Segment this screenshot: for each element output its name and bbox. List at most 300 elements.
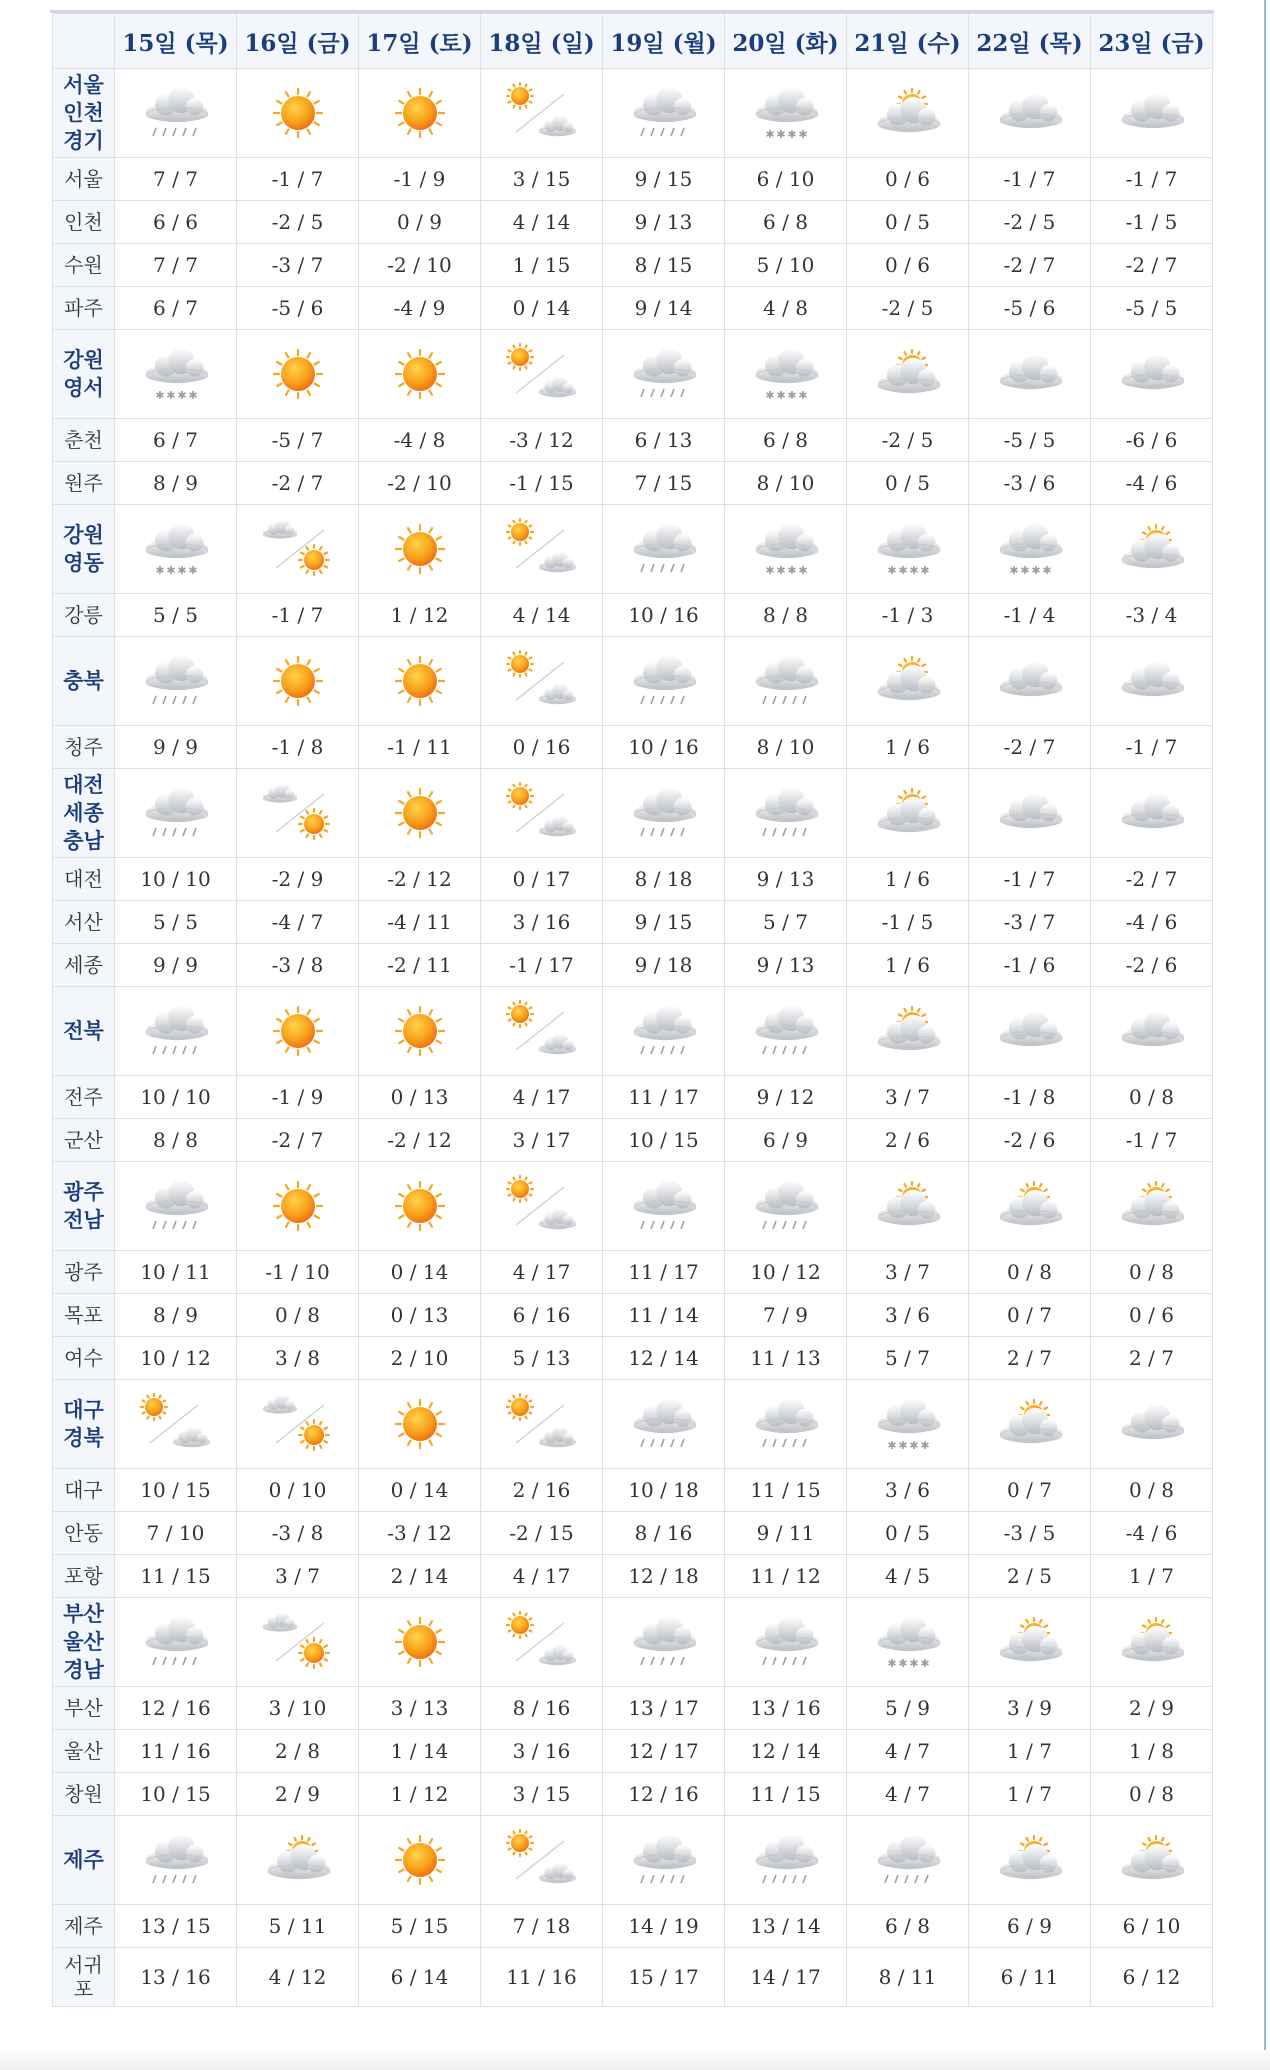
temperature-cell: 0 / 10 [237,1469,359,1512]
sun-to-clouds-icon [115,1391,236,1457]
svg-text:✱: ✱ [897,1657,908,1670]
temperature-cell: -2 / 10 [359,244,481,287]
clouds-to-sun-icon [237,516,358,582]
temperature-cell: -2 / 12 [359,1119,481,1162]
temperature-cell: 5 / 15 [359,1905,481,1948]
sunny-icon [359,80,480,146]
temperature-cell: 5 / 5 [115,594,237,637]
svg-text:✱: ✱ [786,128,797,141]
temperature-cell: -1 / 6 [969,944,1091,987]
temperature-cell: 0 / 8 [969,1251,1091,1294]
sunny-icon [237,648,358,714]
city-name: 원주 [53,462,115,505]
forecast-body [53,69,1213,2007]
temperature-cell: 10 / 10 [115,1076,237,1119]
temperature-cell: 12 / 16 [603,1773,725,1816]
temperature-cell: 9 / 14 [603,287,725,330]
temperature-cell: 7 / 7 [115,244,237,287]
temperature-cell: -4 / 8 [359,419,481,462]
temperature-cell: 3 / 6 [847,1294,969,1337]
temperature-cell: 2 / 16 [481,1469,603,1512]
temperature-cell: 11 / 17 [603,1076,725,1119]
temperature-cell: -3 / 6 [969,462,1091,505]
svg-text:✱: ✱ [786,564,797,577]
weather-icon-cell [1091,505,1213,594]
temperature-cell: 12 / 16 [115,1687,237,1730]
temperature-cell: -4 / 6 [1091,1512,1213,1555]
sun-to-clouds-icon [481,80,602,146]
temperature-cell: 9 / 15 [603,158,725,201]
weather-icon-cell [481,69,603,158]
temperature-cell: 1 / 12 [359,1773,481,1816]
svg-text:✱: ✱ [154,564,165,577]
region-icon-row [53,1162,1213,1251]
cloudy-icon [1091,998,1212,1064]
city-row [53,726,1213,769]
weather-icon-cell [847,1380,969,1469]
temperature-cell: 0 / 13 [359,1294,481,1337]
city-row [53,594,1213,637]
svg-text:✱: ✱ [165,564,176,577]
weather-icon-cell [359,69,481,158]
weather-icon-cell [603,1380,725,1469]
weather-icon-cell [1091,637,1213,726]
region-icon-row [53,769,1213,858]
weather-icon-cell [847,1598,969,1687]
weather-icon-cell [481,1380,603,1469]
rain-cloud-icon [603,341,724,407]
temperature-cell: -1 / 3 [847,594,969,637]
sunny-icon [359,648,480,714]
rain-cloud-icon [115,1609,236,1675]
temperature-cell: -2 / 7 [1091,244,1213,287]
rain-cloud-icon [603,1391,724,1457]
temperature-cell: 2 / 7 [969,1337,1091,1380]
snow-cloud-icon [969,516,1090,582]
temperature-cell: 10 / 15 [115,1469,237,1512]
temperature-cell: -1 / 7 [237,594,359,637]
temperature-cell: 12 / 17 [603,1730,725,1773]
temperature-cell: 5 / 9 [847,1687,969,1730]
temperature-cell: 5 / 11 [237,1905,359,1948]
region-icon-row [53,1598,1213,1687]
temperature-cell: 11 / 15 [725,1469,847,1512]
temperature-cell: 0 / 14 [359,1251,481,1294]
temperature-cell: 13 / 14 [725,1905,847,1948]
temperature-cell: 4 / 17 [481,1251,603,1294]
temperature-cell: 8 / 10 [725,462,847,505]
temperature-cell: 2 / 9 [237,1773,359,1816]
sunny-icon [359,1391,480,1457]
temperature-cell: 0 / 7 [969,1294,1091,1337]
partly-cloudy-icon [1091,1827,1212,1893]
rain-cloud-icon [603,1827,724,1893]
temperature-cell: -2 / 5 [847,419,969,462]
city-name: 서산 [53,901,115,944]
partly-cloudy-icon [847,998,968,1064]
svg-text:✱: ✱ [775,564,786,577]
city-row [53,1687,1213,1730]
temperature-cell: 10 / 16 [603,726,725,769]
temperature-cell: 7 / 18 [481,1905,603,1948]
weather-icon-cell [115,505,237,594]
day-header: 20일 (화) [725,14,847,69]
city-row [53,1251,1213,1294]
svg-text:✱: ✱ [886,1657,897,1670]
temperature-cell: 3 / 10 [237,1687,359,1730]
city-row [53,201,1213,244]
temperature-cell: 8 / 18 [603,858,725,901]
weather-icon-cell [237,987,359,1076]
temperature-cell: 11 / 15 [115,1555,237,1598]
temperature-cell: -3 / 5 [969,1512,1091,1555]
city-name: 부산 [53,1687,115,1730]
weather-icon-cell [969,1816,1091,1905]
svg-text:✱: ✱ [908,564,919,577]
temperature-cell: 3 / 8 [237,1337,359,1380]
temperature-cell: 8 / 16 [603,1512,725,1555]
weather-icon-cell [481,1162,603,1251]
partly-cloudy-icon [847,80,968,146]
temperature-cell: 13 / 16 [725,1687,847,1730]
temperature-cell: 0 / 9 [359,201,481,244]
weather-icon-cell [969,330,1091,419]
temperature-cell: 1 / 14 [359,1730,481,1773]
city-name: 포항 [53,1555,115,1598]
rain-cloud-icon [115,1827,236,1893]
svg-text:✱: ✱ [154,389,165,402]
weather-icon-cell [481,1598,603,1687]
weather-icon-cell [359,987,481,1076]
temperature-cell: 3 / 6 [847,1469,969,1512]
sunny-icon [359,998,480,1064]
temperature-cell: -3 / 8 [237,1512,359,1555]
day-header: 18일 (일) [481,14,603,69]
region-icon-row [53,1380,1213,1469]
temperature-cell: 6 / 7 [115,419,237,462]
temperature-cell: 13 / 15 [115,1905,237,1948]
cloudy-icon [969,780,1090,846]
temperature-cell: 3 / 16 [481,1730,603,1773]
weather-icon-cell [1091,769,1213,858]
region-name: 강원 영서 [53,330,115,419]
city-row [53,944,1213,987]
temperature-cell: 10 / 11 [115,1251,237,1294]
weather-icon-cell [725,1380,847,1469]
partly-cloudy-icon [237,1827,358,1893]
weather-icon-cell [481,769,603,858]
temperature-cell: 3 / 13 [359,1687,481,1730]
temperature-cell: -2 / 12 [359,858,481,901]
city-name: 수원 [53,244,115,287]
weather-icon-cell [1091,1598,1213,1687]
weather-icon-cell [237,1816,359,1905]
city-row [53,1294,1213,1337]
temperature-cell: 0 / 6 [847,158,969,201]
weather-icon-cell [969,769,1091,858]
temperature-cell: -2 / 6 [969,1119,1091,1162]
temperature-cell: 9 / 15 [603,901,725,944]
weather-icon-cell [847,1162,969,1251]
sunny-icon [237,341,358,407]
svg-text:✱: ✱ [897,564,908,577]
temperature-cell: 11 / 17 [603,1251,725,1294]
city-row [53,1948,1213,2007]
temperature-cell: 5 / 13 [481,1337,603,1380]
temperature-cell: -3 / 12 [481,419,603,462]
temperature-cell: 0 / 6 [1091,1294,1213,1337]
temperature-cell: 14 / 19 [603,1905,725,1948]
temperature-cell: 3 / 7 [237,1555,359,1598]
sunny-icon [359,516,480,582]
region-name: 전북 [53,987,115,1076]
region-icon-row [53,987,1213,1076]
rain-cloud-icon [603,80,724,146]
day-header: 16일 (금) [237,14,359,69]
svg-text:✱: ✱ [1019,564,1030,577]
temperature-cell: 5 / 7 [847,1337,969,1380]
temperature-cell: 0 / 13 [359,1076,481,1119]
region-icon-row [53,505,1213,594]
temperature-cell: -4 / 7 [237,901,359,944]
weather-icon-cell [481,505,603,594]
city-row [53,1730,1213,1773]
sun-to-clouds-icon [481,648,602,714]
region-icon-row [53,69,1213,158]
region-name: 서울 인천 경기 [53,69,115,158]
temperature-cell: 10 / 12 [725,1251,847,1294]
day-header: 23일 (금) [1091,14,1213,69]
weather-icon-cell [481,330,603,419]
weather-icon-cell [725,69,847,158]
temperature-cell: 4 / 7 [847,1773,969,1816]
temperature-cell: 0 / 14 [481,287,603,330]
temperature-cell: 1 / 7 [969,1730,1091,1773]
city-row [53,419,1213,462]
clouds-to-sun-icon [237,1391,358,1457]
svg-text:✱: ✱ [919,564,930,577]
weather-icon-cell [237,330,359,419]
temperature-cell: -3 / 7 [969,901,1091,944]
weather-icon-cell [603,69,725,158]
temperature-cell: 6 / 11 [969,1948,1091,2007]
temperature-cell: -2 / 7 [969,244,1091,287]
temperature-cell: 10 / 15 [115,1773,237,1816]
weather-icon-cell [847,69,969,158]
temperature-cell: 2 / 6 [847,1119,969,1162]
temperature-cell: 7 / 9 [725,1294,847,1337]
temperature-cell: -5 / 6 [237,287,359,330]
temperature-cell: 0 / 8 [1091,1469,1213,1512]
rain-cloud-icon [603,1609,724,1675]
temperature-cell: 12 / 14 [603,1337,725,1380]
temperature-cell: 2 / 5 [969,1555,1091,1598]
temperature-cell: 4 / 8 [725,287,847,330]
date-header-row [53,14,1213,69]
temperature-cell: 5 / 5 [115,901,237,944]
weather-icon-cell [359,505,481,594]
rain-cloud-icon [847,1827,968,1893]
temperature-cell: 0 / 7 [969,1469,1091,1512]
temperature-cell: -1 / 11 [359,726,481,769]
temperature-cell: 9 / 13 [725,858,847,901]
temperature-cell: 6 / 6 [115,201,237,244]
temperature-cell: 6 / 8 [847,1905,969,1948]
weather-icon-cell [359,769,481,858]
svg-text:✱: ✱ [919,1657,930,1670]
weather-icon-cell [481,1816,603,1905]
rain-cloud-icon [115,1173,236,1239]
snow-cloud-icon [115,341,236,407]
sun-to-clouds-icon [481,1827,602,1893]
weather-icon-cell [969,1380,1091,1469]
weather-icon-cell [603,1598,725,1687]
temperature-cell: 3 / 7 [847,1076,969,1119]
day-header: 15일 (목) [115,14,237,69]
temperature-cell: 9 / 13 [603,201,725,244]
rain-cloud-icon [725,1827,846,1893]
temperature-cell: -1 / 7 [1091,726,1213,769]
svg-text:✱: ✱ [908,1657,919,1670]
weather-icon-cell [603,987,725,1076]
temperature-cell: 6 / 8 [725,201,847,244]
temperature-cell: 1 / 7 [969,1773,1091,1816]
partly-cloudy-icon [847,780,968,846]
city-row [53,1337,1213,1380]
city-row [53,901,1213,944]
cloudy-icon [1091,780,1212,846]
weather-icon-cell [603,1162,725,1251]
svg-text:✱: ✱ [886,1439,897,1452]
temperature-cell: 8 / 9 [115,462,237,505]
cloudy-icon [969,341,1090,407]
temperature-cell: -4 / 11 [359,901,481,944]
temperature-cell: -1 / 5 [1091,201,1213,244]
temperature-cell: 0 / 8 [1091,1773,1213,1816]
temperature-cell: -5 / 7 [237,419,359,462]
temperature-cell: -1 / 4 [969,594,1091,637]
temperature-cell: 1 / 6 [847,726,969,769]
partly-cloudy-icon [1091,1609,1212,1675]
weather-icon-cell [969,987,1091,1076]
temperature-cell: -3 / 12 [359,1512,481,1555]
weather-icon-cell [725,769,847,858]
temperature-cell: 9 / 11 [725,1512,847,1555]
temperature-cell: 15 / 17 [603,1948,725,2007]
partly-cloudy-icon [1091,516,1212,582]
temperature-cell: 6 / 14 [359,1948,481,2007]
weather-icon-cell [847,637,969,726]
city-name: 창원 [53,1773,115,1816]
temperature-cell: 4 / 14 [481,201,603,244]
weather-icon-cell [481,637,603,726]
temperature-cell: 9 / 13 [725,944,847,987]
region-name: 대전 세종 충남 [53,769,115,858]
cloudy-icon [1091,341,1212,407]
region-name: 부산 울산 경남 [53,1598,115,1687]
weather-icon-cell [603,1816,725,1905]
rain-cloud-icon [603,516,724,582]
city-row [53,1119,1213,1162]
svg-text:✱: ✱ [1008,564,1019,577]
weather-icon-cell [115,1598,237,1687]
temperature-cell: 13 / 16 [115,1948,237,2007]
weather-icon-cell [725,330,847,419]
sun-to-clouds-icon [481,1391,602,1457]
temperature-cell: 12 / 14 [725,1730,847,1773]
temperature-cell: 11 / 16 [115,1730,237,1773]
sun-to-clouds-icon [481,780,602,846]
temperature-cell: -1 / 7 [1091,158,1213,201]
city-row [53,1773,1213,1816]
weather-icon-cell [603,637,725,726]
rain-cloud-icon [603,1173,724,1239]
temperature-cell: 9 / 9 [115,726,237,769]
weather-icon-cell [1091,987,1213,1076]
snow-cloud-icon [115,516,236,582]
sunny-icon [359,1609,480,1675]
snow-cloud-icon [725,341,846,407]
temperature-cell: 6 / 10 [725,158,847,201]
temperature-cell: 2 / 8 [237,1730,359,1773]
weather-icon-cell [969,69,1091,158]
temperature-cell: 8 / 8 [115,1119,237,1162]
temperature-cell: -1 / 17 [481,944,603,987]
city-name: 대전 [53,858,115,901]
temperature-cell: 2 / 9 [1091,1687,1213,1730]
cloudy-icon [1091,648,1212,714]
city-row [53,244,1213,287]
weather-icon-cell [237,1162,359,1251]
temperature-cell: 3 / 17 [481,1119,603,1162]
region-name: 광주 전남 [53,1162,115,1251]
weather-icon-cell [115,1380,237,1469]
snow-cloud-icon [725,516,846,582]
svg-text:✱: ✱ [908,1439,919,1452]
svg-text:✱: ✱ [1041,564,1052,577]
city-name: 목포 [53,1294,115,1337]
svg-text:✱: ✱ [187,564,198,577]
rain-cloud-icon [115,648,236,714]
city-name: 울산 [53,1730,115,1773]
rain-cloud-icon [725,1173,846,1239]
city-row [53,1469,1213,1512]
temperature-cell: 0 / 17 [481,858,603,901]
svg-text:✱: ✱ [187,389,198,402]
temperature-cell: 4 / 5 [847,1555,969,1598]
temperature-cell: -2 / 10 [359,462,481,505]
cloudy-icon [1091,1391,1212,1457]
day-header: 19일 (월) [603,14,725,69]
clouds-to-sun-icon [237,780,358,846]
temperature-cell: 7 / 10 [115,1512,237,1555]
svg-text:✱: ✱ [919,1439,930,1452]
weather-icon-cell [359,1598,481,1687]
weather-icon-cell [725,505,847,594]
city-row [53,1512,1213,1555]
city-name: 전주 [53,1076,115,1119]
weather-icon-cell [603,330,725,419]
temperature-cell: 2 / 7 [1091,1337,1213,1380]
temperature-cell: 3 / 15 [481,1773,603,1816]
city-name: 파주 [53,287,115,330]
temperature-cell: 0 / 5 [847,1512,969,1555]
city-name: 청주 [53,726,115,769]
temperature-cell: 0 / 16 [481,726,603,769]
temperature-cell: -4 / 9 [359,287,481,330]
temperature-cell: -1 / 5 [847,901,969,944]
temperature-cell: 14 / 17 [725,1948,847,2007]
